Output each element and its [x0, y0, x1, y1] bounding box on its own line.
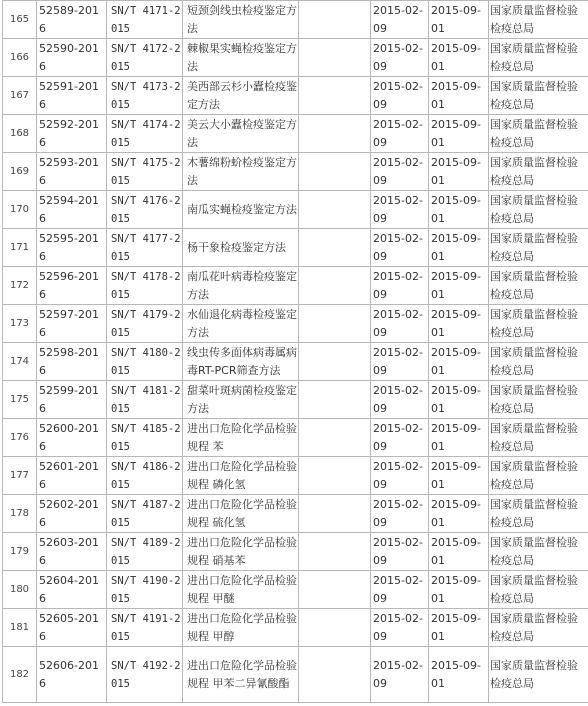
standards-table	[2, 0, 588, 703]
record-code: 52597-2016	[37, 305, 107, 343]
issuing-department: 国家质量监督检验检疫总局	[489, 305, 588, 343]
replaced-standard	[299, 647, 371, 703]
replaced-standard	[299, 115, 371, 153]
table-row	[3, 647, 588, 703]
implement-date: 2015-09-01	[429, 191, 489, 229]
table-body	[3, 1, 588, 703]
standard-name: 水仙退化病毒检疫鉴定方法	[183, 305, 299, 343]
table-row	[3, 533, 588, 571]
standard-name: 木薯绵粉蚧检疫鉴定方法	[183, 153, 299, 191]
issuing-department: 国家质量监督检验检疫总局	[489, 609, 588, 647]
row-number: 171	[3, 229, 37, 267]
standard-name: 南瓜花叶病毒检疫鉴定方法	[183, 267, 299, 305]
issuing-department: 国家质量监督检验检疫总局	[489, 1, 588, 39]
row-number: 172	[3, 267, 37, 305]
record-code: 52591-2016	[37, 77, 107, 115]
implement-date: 2015-09-01	[429, 229, 489, 267]
replaced-standard	[299, 533, 371, 571]
row-number: 181	[3, 609, 37, 647]
issue-date: 2015-02-09	[371, 191, 429, 229]
implement-date: 2015-09-01	[429, 77, 489, 115]
table-row	[3, 305, 588, 343]
issue-date: 2015-02-09	[371, 381, 429, 419]
implement-date: 2015-09-01	[429, 1, 489, 39]
standard-number: SN/T 4187-2015	[107, 495, 183, 533]
implement-date: 2015-09-01	[429, 457, 489, 495]
issue-date: 2015-02-09	[371, 343, 429, 381]
record-code: 52599-2016	[37, 381, 107, 419]
replaced-standard	[299, 153, 371, 191]
table-row	[3, 457, 588, 495]
record-code: 52604-2016	[37, 571, 107, 609]
implement-date: 2015-09-01	[429, 419, 489, 457]
table-row	[3, 115, 588, 153]
row-number: 170	[3, 191, 37, 229]
replaced-standard	[299, 419, 371, 457]
record-code: 52598-2016	[37, 343, 107, 381]
replaced-standard	[299, 191, 371, 229]
replaced-standard	[299, 571, 371, 609]
implement-date: 2015-09-01	[429, 39, 489, 77]
standard-number: SN/T 4180-2015	[107, 343, 183, 381]
issue-date: 2015-02-09	[371, 229, 429, 267]
standard-number: SN/T 4181-2015	[107, 381, 183, 419]
issuing-department: 国家质量监督检验检疫总局	[489, 457, 588, 495]
issue-date: 2015-02-09	[371, 115, 429, 153]
table-row	[3, 153, 588, 191]
table-row	[3, 229, 588, 267]
standard-name: 美云大小蠹检疫鉴定方法	[183, 115, 299, 153]
issuing-department: 国家质量监督检验检疫总局	[489, 39, 588, 77]
issuing-department: 国家质量监督检验检疫总局	[489, 571, 588, 609]
record-code: 52593-2016	[37, 153, 107, 191]
table-row	[3, 609, 588, 647]
implement-date: 2015-09-01	[429, 115, 489, 153]
standard-name: 杨干象检疫鉴定方法	[183, 229, 299, 267]
row-number: 168	[3, 115, 37, 153]
replaced-standard	[299, 609, 371, 647]
row-number: 178	[3, 495, 37, 533]
implement-date: 2015-09-01	[429, 381, 489, 419]
implement-date: 2015-09-01	[429, 571, 489, 609]
record-code: 52589-2016	[37, 1, 107, 39]
standard-number: SN/T 4178-2015	[107, 267, 183, 305]
record-code: 52606-2016	[37, 647, 107, 703]
issue-date: 2015-02-09	[371, 153, 429, 191]
issue-date: 2015-02-09	[371, 305, 429, 343]
standard-name: 短颈剑线虫检疫鉴定方法	[183, 1, 299, 39]
standard-number: SN/T 4176-2015	[107, 191, 183, 229]
record-code: 52592-2016	[37, 115, 107, 153]
issuing-department: 国家质量监督检验检疫总局	[489, 267, 588, 305]
implement-date: 2015-09-01	[429, 647, 489, 703]
table-row	[3, 419, 588, 457]
issuing-department: 国家质量监督检验检疫总局	[489, 153, 588, 191]
issue-date: 2015-02-09	[371, 609, 429, 647]
issuing-department: 国家质量监督检验检疫总局	[489, 77, 588, 115]
standard-name: 进出口危险化学品检验规程 甲醇	[183, 609, 299, 647]
implement-date: 2015-09-01	[429, 495, 489, 533]
standard-number: SN/T 4171-2015	[107, 1, 183, 39]
record-code: 52601-2016	[37, 457, 107, 495]
table-row	[3, 343, 588, 381]
implement-date: 2015-09-01	[429, 267, 489, 305]
implement-date: 2015-09-01	[429, 153, 489, 191]
standard-number: SN/T 4185-2015	[107, 419, 183, 457]
standard-number: SN/T 4191-2015	[107, 609, 183, 647]
replaced-standard	[299, 343, 371, 381]
standard-name: 甜菜叶斑病菌检疫鉴定方法	[183, 381, 299, 419]
standard-number: SN/T 4174-2015	[107, 115, 183, 153]
implement-date: 2015-09-01	[429, 343, 489, 381]
row-number: 182	[3, 647, 37, 703]
record-code: 52594-2016	[37, 191, 107, 229]
issue-date: 2015-02-09	[371, 1, 429, 39]
standard-number: SN/T 4190-2015	[107, 571, 183, 609]
table-row	[3, 267, 588, 305]
issue-date: 2015-02-09	[371, 457, 429, 495]
issuing-department: 国家质量监督检验检疫总局	[489, 495, 588, 533]
issue-date: 2015-02-09	[371, 419, 429, 457]
standard-number: SN/T 4172-2015	[107, 39, 183, 77]
row-number: 179	[3, 533, 37, 571]
replaced-standard	[299, 229, 371, 267]
table-row	[3, 571, 588, 609]
record-code: 52605-2016	[37, 609, 107, 647]
standard-number: SN/T 4173-2015	[107, 77, 183, 115]
standard-number: SN/T 4186-2015	[107, 457, 183, 495]
issue-date: 2015-02-09	[371, 267, 429, 305]
replaced-standard	[299, 381, 371, 419]
issuing-department: 国家质量监督检验检疫总局	[489, 381, 588, 419]
replaced-standard	[299, 1, 371, 39]
record-code: 52596-2016	[37, 267, 107, 305]
row-number: 167	[3, 77, 37, 115]
standard-name: 进出口危险化学品检验规程 硫化氢	[183, 495, 299, 533]
standard-number: SN/T 4179-2015	[107, 305, 183, 343]
standard-number: SN/T 4192-2015	[107, 647, 183, 703]
replaced-standard	[299, 305, 371, 343]
standard-name: 南瓜实蝇检疫鉴定方法	[183, 191, 299, 229]
row-number: 166	[3, 39, 37, 77]
standard-name: 线虫传多面体病毒属病毒RT-PCR筛查方法	[183, 343, 299, 381]
standard-name: 进出口危险化学品检验规程 甲苯二异氰酸酯	[183, 647, 299, 703]
table-row	[3, 1, 588, 39]
table-row	[3, 39, 588, 77]
issue-date: 2015-02-09	[371, 571, 429, 609]
issuing-department: 国家质量监督检验检疫总局	[489, 533, 588, 571]
row-number: 176	[3, 419, 37, 457]
issue-date: 2015-02-09	[371, 495, 429, 533]
replaced-standard	[299, 77, 371, 115]
record-code: 52602-2016	[37, 495, 107, 533]
table-row	[3, 495, 588, 533]
issuing-department: 国家质量监督检验检疫总局	[489, 229, 588, 267]
issue-date: 2015-02-09	[371, 533, 429, 571]
replaced-standard	[299, 39, 371, 77]
issue-date: 2015-02-09	[371, 77, 429, 115]
standard-name: 进出口危险化学品检验规程 硝基苯	[183, 533, 299, 571]
standard-name: 美西部云杉小蠹检疫鉴定方法	[183, 77, 299, 115]
issuing-department: 国家质量监督检验检疫总局	[489, 343, 588, 381]
row-number: 177	[3, 457, 37, 495]
issuing-department: 国家质量监督检验检疫总局	[489, 115, 588, 153]
issuing-department: 国家质量监督检验检疫总局	[489, 647, 588, 703]
standard-number: SN/T 4177-2015	[107, 229, 183, 267]
record-code: 52603-2016	[37, 533, 107, 571]
standard-name: 进出口危险化学品检验规程 甲醚	[183, 571, 299, 609]
table-row	[3, 381, 588, 419]
row-number: 180	[3, 571, 37, 609]
standard-number: SN/T 4189-2015	[107, 533, 183, 571]
row-number: 169	[3, 153, 37, 191]
record-code: 52600-2016	[37, 419, 107, 457]
issue-date: 2015-02-09	[371, 39, 429, 77]
row-number: 173	[3, 305, 37, 343]
implement-date: 2015-09-01	[429, 533, 489, 571]
standard-name: 棘椒果实蝇检疫鉴定方法	[183, 39, 299, 77]
row-number: 174	[3, 343, 37, 381]
standard-number: SN/T 4175-2015	[107, 153, 183, 191]
table-row	[3, 191, 588, 229]
row-number: 175	[3, 381, 37, 419]
replaced-standard	[299, 457, 371, 495]
issuing-department: 国家质量监督检验检疫总局	[489, 419, 588, 457]
row-number: 165	[3, 1, 37, 39]
record-code: 52590-2016	[37, 39, 107, 77]
table-row	[3, 77, 588, 115]
issuing-department: 国家质量监督检验检疫总局	[489, 191, 588, 229]
issue-date: 2015-02-09	[371, 647, 429, 703]
record-code: 52595-2016	[37, 229, 107, 267]
standard-name: 进出口危险化学品检验规程 磷化氢	[183, 457, 299, 495]
implement-date: 2015-09-01	[429, 609, 489, 647]
replaced-standard	[299, 495, 371, 533]
replaced-standard	[299, 267, 371, 305]
standard-name: 进出口危险化学品检验规程 苯	[183, 419, 299, 457]
implement-date: 2015-09-01	[429, 305, 489, 343]
